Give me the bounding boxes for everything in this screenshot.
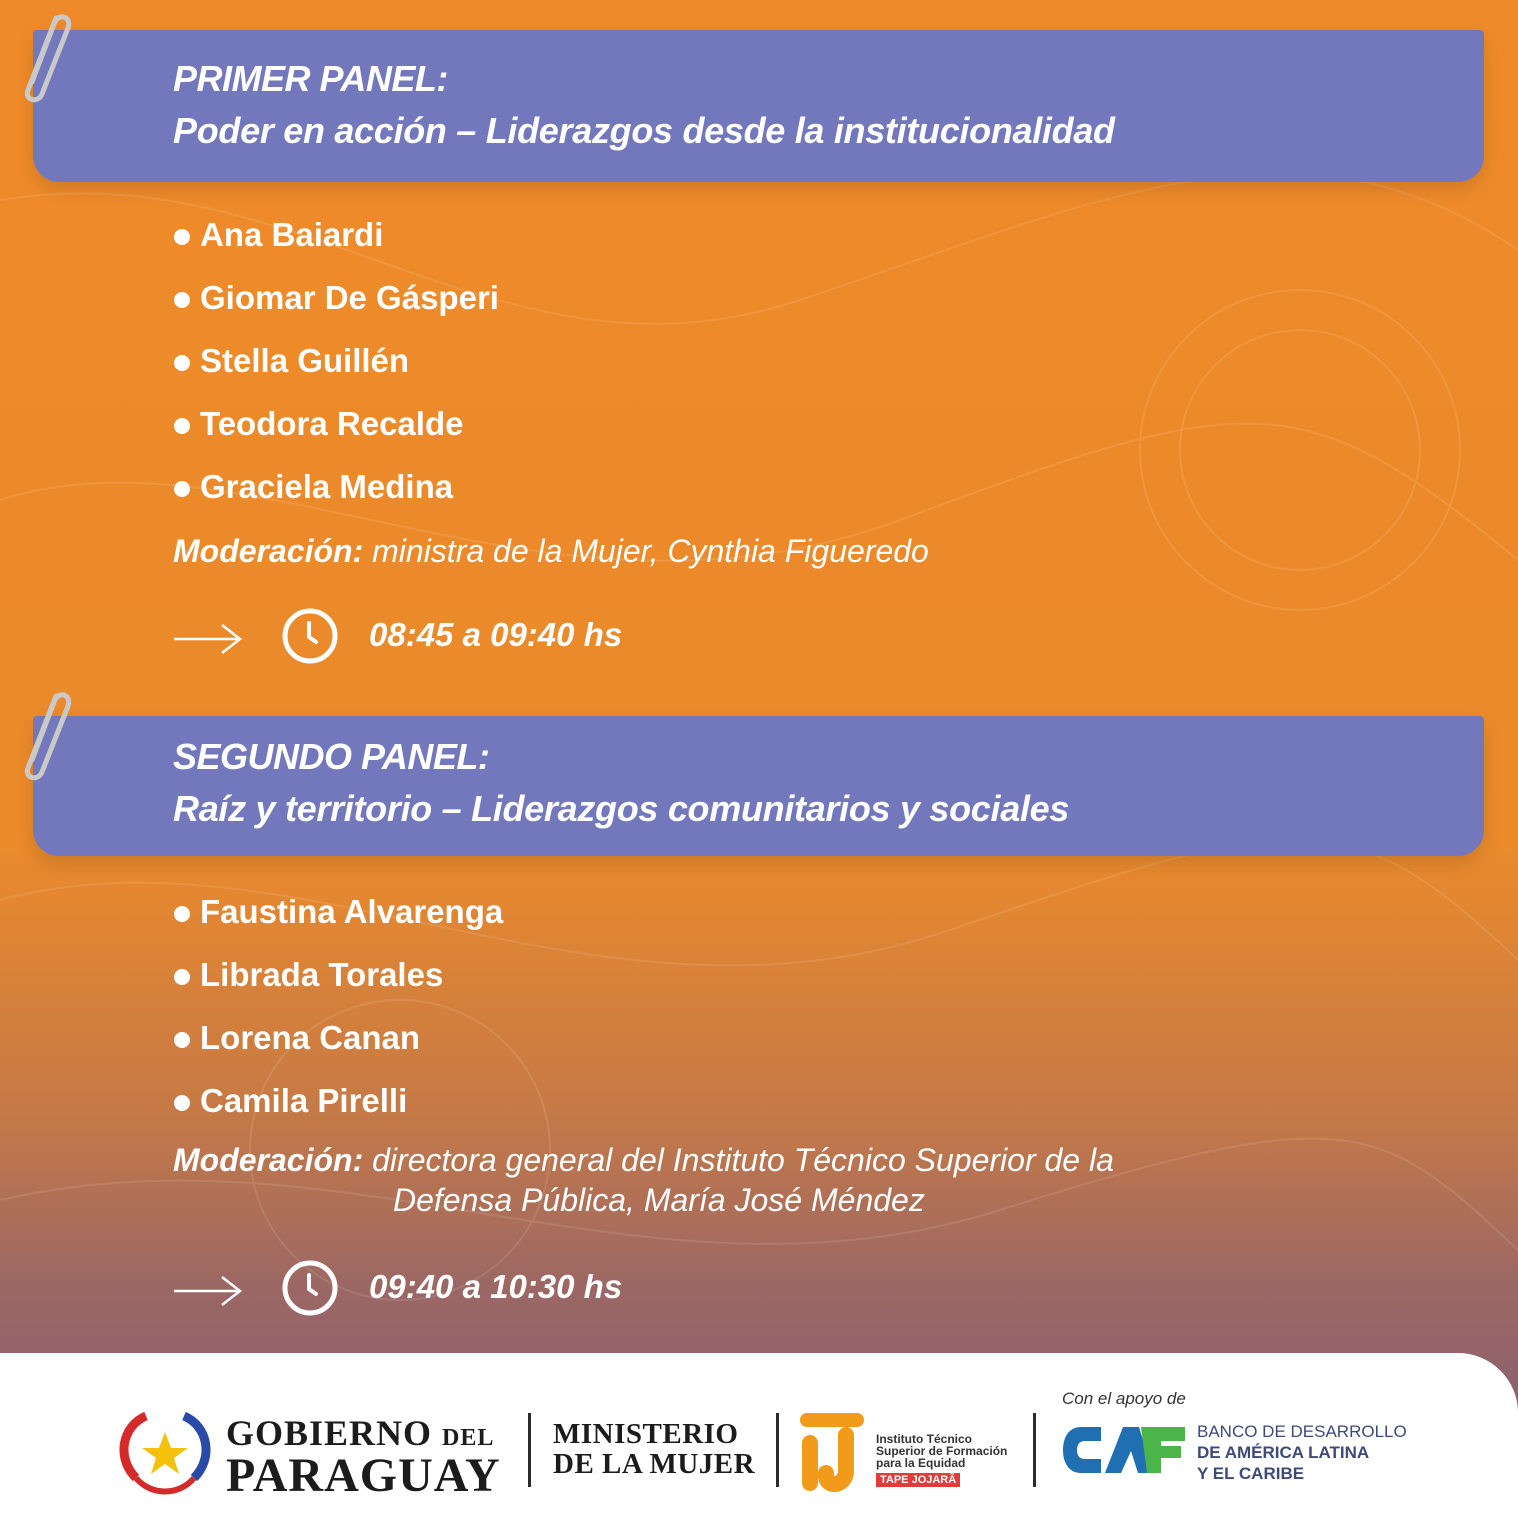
itj-line1: Instituto Técnico bbox=[876, 1432, 972, 1446]
caf-line3: Y EL CARIBE bbox=[1197, 1464, 1305, 1483]
panel-1-header bbox=[33, 30, 1484, 182]
list-item: Ana Baiardi bbox=[173, 215, 499, 278]
list-item: Librada Torales bbox=[173, 955, 503, 1018]
panel-2-title: Raíz y territorio – Liderazgos comunitarios y sociales bbox=[173, 788, 1070, 829]
paraguay-seal-icon bbox=[116, 1408, 214, 1498]
gov-small-word: DEL bbox=[442, 1425, 495, 1451]
panel-1-label: PRIMER PANEL: bbox=[173, 58, 448, 99]
panel-2-speakers bbox=[173, 892, 503, 1144]
list-item: Graciela Medina bbox=[173, 467, 499, 530]
caf-text bbox=[1197, 1421, 1407, 1484]
support-text: Con el apoyo de bbox=[1062, 1389, 1186, 1408]
list-item: Stella Guillén bbox=[173, 341, 499, 404]
panel-2-label: SEGUNDO PANEL: bbox=[173, 736, 490, 777]
gov-line2: PARAGUAY bbox=[226, 1449, 501, 1502]
caf-line2: DE AMÉRICA LATINA bbox=[1197, 1443, 1370, 1462]
itj-text bbox=[876, 1433, 1007, 1487]
panel-1-title: Poder en acción – Liderazgos desde la institucionalidad bbox=[173, 110, 1115, 151]
paperclip-icon bbox=[12, 8, 78, 104]
list-item: Faustina Alvarenga bbox=[173, 892, 503, 955]
divider bbox=[1033, 1413, 1036, 1487]
paperclip-icon bbox=[12, 686, 78, 782]
moderation-text: ministra de la Mujer, Cynthia Figueredo bbox=[363, 533, 929, 569]
gov-word: GOBIERNO bbox=[226, 1413, 433, 1453]
arrow-right-icon bbox=[172, 622, 244, 656]
gobierno-paraguay-logo bbox=[116, 1408, 516, 1502]
panel-1-time bbox=[172, 606, 772, 670]
panel-1-speakers bbox=[173, 215, 499, 530]
panel-1-moderation bbox=[173, 531, 929, 571]
clock-icon bbox=[280, 1258, 340, 1318]
itj-logo-icon bbox=[796, 1409, 868, 1495]
panel-2-time bbox=[172, 1258, 772, 1322]
clock-icon bbox=[280, 606, 340, 666]
list-item: Lorena Canan bbox=[173, 1018, 503, 1081]
itj-tag: TAPE JOJARÃ bbox=[876, 1473, 960, 1487]
itj-line3: para la Equidad bbox=[876, 1456, 966, 1470]
panel-2-moderation bbox=[173, 1140, 1114, 1220]
divider bbox=[528, 1413, 531, 1487]
ministerio-mujer-logo bbox=[553, 1419, 755, 1479]
panel-1-time-text: 08:45 a 09:40 hs bbox=[369, 616, 623, 653]
panel-2-header bbox=[33, 716, 1484, 856]
arrow-right-icon bbox=[172, 1274, 244, 1308]
panel-2-time-text: 09:40 a 10:30 hs bbox=[369, 1268, 623, 1305]
caf-line1: BANCO DE DESARROLLO bbox=[1197, 1422, 1407, 1441]
ministry-line2: DE LA MUJER bbox=[553, 1448, 756, 1480]
moderation-text-continued: Defensa Pública, María José Méndez bbox=[393, 1182, 925, 1218]
caf-logo-icon bbox=[1061, 1421, 1189, 1479]
list-item: Giomar De Gásperi bbox=[173, 278, 499, 341]
list-item: Camila Pirelli bbox=[173, 1081, 503, 1144]
moderation-label: Moderación: bbox=[173, 1142, 364, 1178]
moderation-text: directora general del Instituto Técnico Superior de la bbox=[363, 1142, 1114, 1178]
footer-logos bbox=[0, 1353, 1518, 1535]
list-item: Teodora Recalde bbox=[173, 404, 499, 467]
moderation-label: Moderación: bbox=[173, 533, 364, 569]
itj-line2: Superior de Formación bbox=[876, 1444, 1008, 1458]
divider bbox=[776, 1413, 779, 1487]
ministry-line1: MINISTERIO bbox=[553, 1418, 739, 1450]
